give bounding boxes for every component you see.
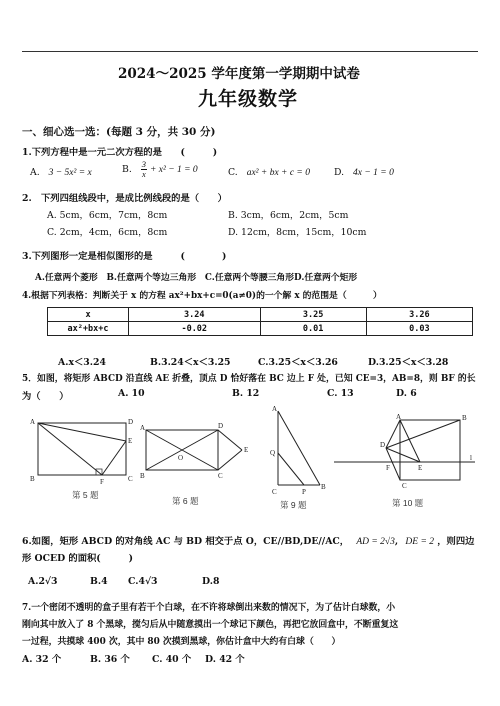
fig9-label: Q: [270, 449, 276, 457]
fig5-label: C: [128, 475, 133, 483]
q7-line3: 一过程，共摸球 400 次，其中 80 次摸到黑球，你估计盒中大约有白球（ ）: [22, 637, 341, 647]
q6-option-a: A.2√3: [28, 576, 58, 587]
q1-option-d: [334, 167, 394, 178]
q7-option-a: A. 32 个: [22, 654, 62, 665]
fig5-label: B: [30, 475, 35, 483]
fig6-label: C: [218, 472, 223, 480]
q4-stem: 4.根据下列表格：判断关于 x 的方程 ax²+bx+c=0(a≠0)的一个解 x 的范围是（ ）: [22, 291, 382, 301]
q2-option-b: B. 3cm，6cm，2cm，5cm: [228, 210, 349, 221]
q5-option-a: A. 10: [118, 388, 145, 399]
table-row: [48, 308, 473, 322]
q1-b-expr: + x² − 1 = 0: [149, 165, 198, 175]
fig6-label: B: [140, 472, 145, 480]
figure-9: [268, 405, 330, 497]
q1-a-expr: 3 − 5x² = x: [48, 168, 92, 178]
exam-subtitle: 九年级数学: [198, 88, 299, 110]
q1-d-label: D.: [334, 167, 345, 178]
section-heading: 一、细心选一选：(每题 3 分，共 30 分): [22, 126, 216, 138]
fig6-label: E: [244, 446, 249, 454]
fig10-label: D: [380, 441, 386, 449]
q6-line1-end: ，则四边: [437, 536, 475, 547]
fig10-label: F: [386, 464, 390, 472]
q6-option-b: B.4: [90, 576, 108, 587]
exam-title: 2024～2025 学年度第一学期期中试卷: [118, 66, 360, 82]
fig6-label: D: [218, 422, 224, 430]
fig10-label: B: [462, 414, 467, 422]
q6-option-c: C.4√3: [128, 576, 158, 587]
table-cell: 3.24: [129, 308, 261, 322]
fig6-label: O: [178, 454, 184, 462]
q7-option-d: D. 42 个: [205, 654, 245, 665]
q4-table: [47, 307, 473, 336]
table-cell: ax²+bx+c: [48, 322, 129, 336]
q5-line2-prefix: 为（ ）: [22, 391, 69, 402]
fig6-caption: 第 6 题: [172, 496, 199, 506]
q6-line1: [22, 533, 474, 547]
q5-option-c: C. 13: [327, 388, 354, 399]
q4-option-a: A.x＜3.24: [58, 357, 106, 368]
fig10-caption: 第 10 题: [392, 498, 424, 508]
table-cell: 0.01: [260, 322, 366, 336]
table-cell: x: [48, 308, 129, 322]
q5-option-d: D. 6: [396, 388, 417, 399]
q7-line2: 刚向其中放入了 8 个黑球，搅匀后从中随意摸出一个球记下颜色，再把它放回盒中，不断重复这: [22, 620, 399, 630]
q1-c-expr: ax² + bx + c = 0: [246, 168, 310, 178]
q3-options: A.任意两个菱形 B.任意两个等边三角形 C.任意两个等腰三角形D.任意两个矩形: [35, 273, 358, 283]
q1-option-c: [228, 167, 310, 178]
q3-stem: 3.下列图形一定是相似图形的是 ( ): [22, 251, 227, 262]
table-row: [48, 322, 473, 336]
fig9-label: A: [272, 405, 278, 413]
q7-option-b: B. 36 个: [90, 654, 130, 665]
q1-c-label: C.: [228, 167, 238, 178]
q4-option-c: C.3.25＜x＜3.26: [258, 357, 338, 368]
q4-option-d: D.3.25＜x＜3.28: [368, 357, 449, 368]
q2-stem: 2. 下列四组线段中，是成比例线段的是（ ）: [22, 193, 227, 204]
q7-line1: 7.一个密闭不透明的盒子里有若干个白球，在不许将球倒出来数的情况下，为了估计白球数，小: [22, 603, 396, 613]
q5-line1: 5．如图，将矩形 ABCD 沿直线 AE 折叠，顶点 D 恰好落在 BC 边上 F 处，已知 CE=3，AB=8，则 BF 的长: [22, 374, 476, 384]
q6-comma: ,: [394, 536, 399, 547]
figure-5: [28, 415, 138, 487]
fig5-label: A: [30, 418, 36, 426]
fig5-label: F: [100, 478, 104, 486]
figure-10: [330, 412, 480, 492]
fig6-label: A: [140, 424, 146, 432]
q5-option-b: B. 12: [232, 388, 260, 399]
q1-b-label: B.: [122, 164, 132, 175]
fig5-caption: 第 5 题: [72, 490, 99, 500]
fig5-label: E: [128, 437, 133, 445]
q1-option-b: [122, 160, 198, 179]
figure-6: [140, 420, 260, 492]
q1-a-label: A.: [30, 167, 40, 178]
q6-option-d: D.8: [202, 576, 220, 587]
fig5-label: D: [128, 418, 134, 426]
table-cell: 0.03: [366, 322, 472, 336]
q1-b-numerator: 3: [141, 159, 147, 169]
q6-line2: 形 OCED 的面积( ): [22, 553, 133, 564]
q6-condition-de: DE = 2: [405, 537, 434, 547]
q2-option-a: A. 5cm，6cm，7cm，8cm: [47, 210, 168, 221]
table-cell: -0.02: [129, 322, 261, 336]
fig10-label: E: [418, 464, 423, 472]
q1-b-denominator: x: [142, 169, 146, 179]
q2-option-c: C. 2cm，4cm，6cm，8cm: [47, 227, 168, 238]
q4-option-b: B.3.24＜x＜3.25: [150, 357, 231, 368]
q1-b-fraction: [141, 160, 147, 179]
q1-d-expr: 4x − 1 = 0: [353, 168, 394, 178]
q5-line2: [22, 388, 417, 402]
q6-line1-text: 6.如图，矩形 ABCD 的对角线 AC 与 BD 相交于点 O，CE//BD,DE//AC，: [22, 536, 350, 547]
fig9-label: C: [272, 488, 277, 496]
fig10-label: l: [470, 454, 472, 462]
q1-stem: 1.下列方程中是一元二次方程的是 ( ): [22, 147, 218, 158]
fig9-label: B: [321, 483, 326, 491]
table-cell: 3.26: [366, 308, 472, 322]
q2-option-d: D. 12cm，8cm，15cm，10cm: [228, 227, 367, 238]
fig10-label: C: [402, 482, 407, 490]
fig9-caption: 第 9 题: [280, 500, 307, 510]
table-cell: 3.25: [260, 308, 366, 322]
q1-option-a: [30, 167, 92, 178]
q7-option-c: C. 40 个: [152, 654, 192, 665]
fig9-label: P: [302, 488, 306, 496]
q6-condition-ad: AD = 2√3: [356, 537, 395, 547]
fig10-label: A: [396, 413, 402, 421]
top-rule: [22, 51, 478, 52]
